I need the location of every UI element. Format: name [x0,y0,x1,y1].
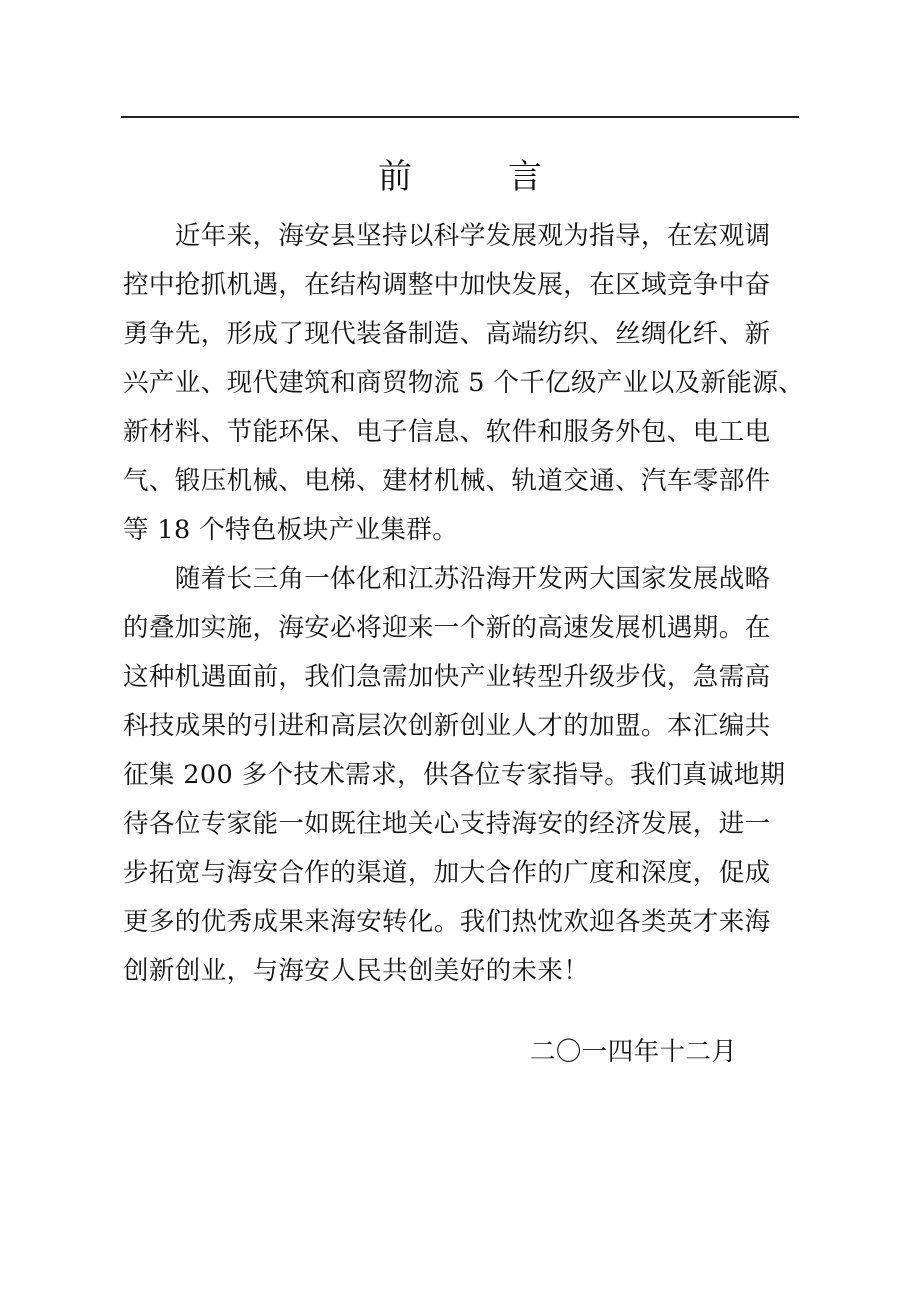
page-title [0,152,920,202]
paragraph-2 [123,555,793,996]
text-line: 控中抢抓机遇，在结构调整中加快发展，在区域竞争中奋 [123,270,771,300]
title-char-2: 言 [508,157,542,197]
header-rule [121,116,799,118]
text-line: 的叠加实施，海安必将迎来一个新的高速发展机遇期。在 [123,613,771,643]
text-line: 待各位专家能一如既往地关心支持海安的经济发展，进一 [123,809,771,839]
text-line: 这种机遇面前，我们急需加快产业转型升级步伐，急需高 [123,662,771,692]
paragraph-1 [123,212,805,555]
document-date: 二〇一四年十二月 [530,1037,738,1067]
text-line: 兴产业、现代建筑和商贸物流 5 个千亿级产业以及新能源、 [123,368,805,398]
text-line: 步拓宽与海安合作的渠道，加大合作的广度和深度，促成 [123,858,771,888]
text-line: 等 18 个特色板块产业集群。 [123,515,459,545]
text-line: 近年来，海安县坚持以科学发展观为指导，在宏观调 [123,221,771,251]
preface-body [123,212,805,996]
text-line: 征集 200 多个技术需求，供各位专家指导。我们真诚地期 [123,760,786,790]
text-line: 创新创业，与海安人民共创美好的未来！ [123,956,590,986]
text-line: 勇争先，形成了现代装备制造、高端纺织、丝绸化纤、新 [123,319,771,349]
text-line: 随着长三角一体化和江苏沿海开发两大国家发展战略 [123,564,771,594]
text-line: 科技成果的引进和高层次创新创业人才的加盟。本汇编共 [123,711,771,741]
text-line: 新材料、节能环保、电子信息、软件和服务外包、电工电 [123,417,771,447]
text-line: 更多的优秀成果来海安转化。我们热忱欢迎各类英才来海 [123,907,771,937]
title-char-1: 前 [378,157,412,197]
text-line: 气、锻压机械、电梯、建材机械、轨道交通、汽车零部件 [123,466,771,496]
